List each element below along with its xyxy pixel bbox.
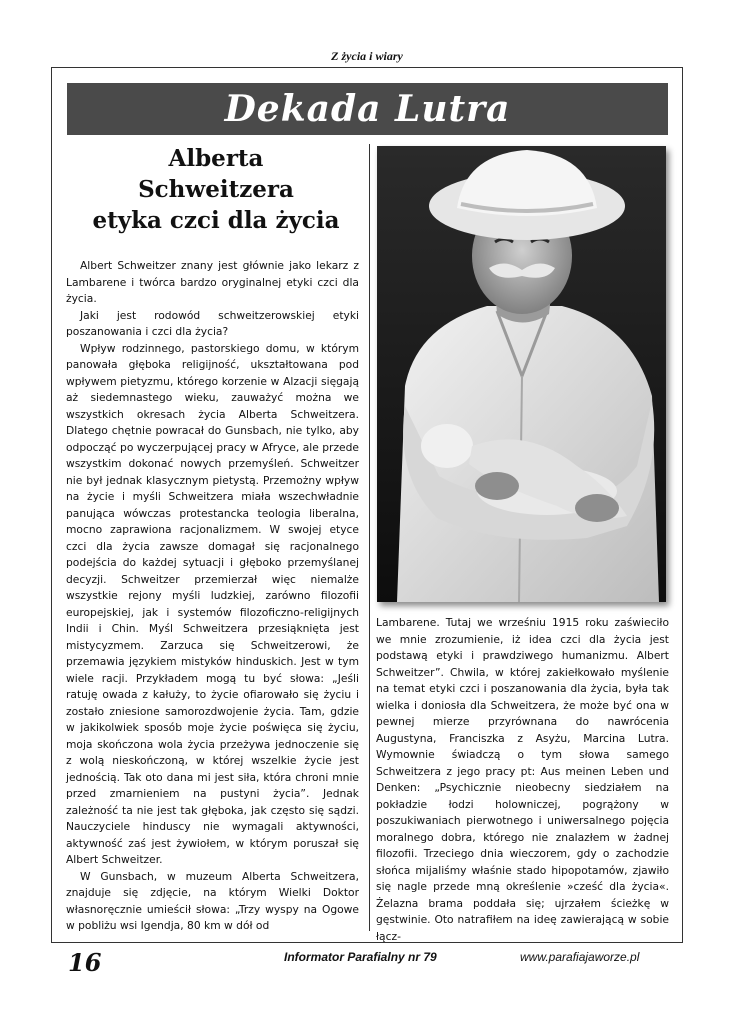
paragraph: W Gunsbach, w muzeum Alberta Schweitzera, znajduje się zdjęcie, na którym Wielki Doktor własnoręcznie umieścił słowa: „Trzy wyspy na Ogowe w pobliżu wsi Igendja, 80 km w dół od: [66, 869, 359, 932]
page-number: 16: [68, 948, 102, 977]
portrait-photo: [377, 146, 666, 602]
column-divider: [369, 144, 370, 931]
article-title-line: Alberta: [168, 145, 264, 172]
section-banner: [67, 83, 668, 135]
paragraph: Wpływ rodzinnego, pastorskiego domu, w którym panowała głęboka religijność, ukształtowana pod wpływem pietyzmu, którego korzenie w Alzacji sięgają aż siedemnastego wieku, zauważyć można we wszystkich okresach życia Alberta Schweitzera. Dlatego chętnie powracał do Gunsbach, nie tylko, aby odpocząć po wyczerpującej pracy w Afryce, ale przede wszystkim dokonać nowych przemyśleń. Schweitzer nie był jednak klasycznym pietystą. Przemożny wpływ na życie i myśli Schweitzera miała wszechwładnie panująca wówczas protestancka teologia liberalna, mocno zaprawiona racjonalizmem. W swojej etyce czci dla życia zawsze domagał się racjonalnego podejścia do każdej sytuacji i głęboko przemyślanej decyzji. Schweitzer przemierzał więc niemalże wszystkie rejony myśli ludzkiej, zarówno filozofii europejskiej, jak i systemów filozoficzno-religijnych Indii i Chin. Myśl Schweitzera przesiąknięta jest mistycyzmem. Zarzuca się Schweitzerowi, że przemawia językiem mistyków hinduskich. Jest w tym wiele racji. Przykładem mogą tu być słowa: „Jeśli ratuję owada z kałuży, to życie ofiarowało się życiu i zostało zniesione samorozdwojenie życia. Tam, gdzie w jakikolwiek sposób moje życie poświęca się życiu, moja skończona wola życia przeżywa jednoczenie się z wolą nieskończoną, w której wszelkie życie jest jednością. Tak oto dana mi jest siła, która chroni mnie przed zmarnieniem na pustyni życia”. Jednak zależność ta nie jest tak głęboka, jak często się sądzi. Nauczyciele hinduscy nie wymagali aktywności, aktywność zaś jest żywiołem, w którym poruszał się Albert Schweitzer.: [66, 341, 359, 866]
article-title: [66, 143, 366, 236]
article-body-left: [66, 258, 359, 935]
article-body-right: [376, 615, 669, 945]
article-title-line: etyka czci dla życia: [92, 207, 340, 234]
paragraph: Lambarene. Tutaj we wrześniu 1915 roku zaświeciło we mnie zrozumienie, iż idea czci dla życia jest podstawą etyki i prawdziwego humanizmu. Albert Schweitzer”. Chwila, w której zakiełkowało myślenie na temat etyki czci i poszanowania dla życia, była tak wielka i doniosła dla Schweitzera, że może być ona w pewnej mierze przyrównana do nawrócenia Augustyna, Franciszka z Asyżu, Marcina Lutra. Wymownie świadczą o tym słowa samego Schweitzera z jego pracy pt: Aus meinen Leben und Denken: „Psychicznie nieobecny siedziałem na pokładzie łodzi holowniczej, pogrążony w poszukiwaniach pierwotnego i uniwersalnego pojęcia moralnego dobra, którego nie znalazłem w żadnej filozofii. Trzeciego dnia wieczorem, gdy o zachodzie słońca mijaliśmy właśnie stado hipopotamów, zjawiło się nagle przede mną określenie »cześć dla życia«. Żelazna brama poddała się; ujrzałem ścieżkę w gęstwinie. Oto natrafiłem na ideę zawierającą w sobie łącz-: [376, 616, 669, 943]
portrait-photo-illustration: [377, 146, 666, 602]
website-link[interactable]: www.parafiajaworze.pl: [520, 950, 640, 964]
banner-title: Dekada Lutra: [224, 88, 511, 130]
paragraph: Albert Schweitzer znany jest głównie jako lekarz z Lambarene i twórca bardzo oryginalnej etyki czci dla życia.: [66, 259, 359, 305]
publication-name: Informator Parafialny nr 79: [284, 950, 437, 964]
article-title-line: Schweitzera: [138, 176, 294, 203]
paragraph: Jaki jest rodowód schweitzerowskiej etyki poszanowania i czci dla życia?: [66, 308, 359, 338]
running-head: Z życia i wiary: [331, 49, 403, 63]
